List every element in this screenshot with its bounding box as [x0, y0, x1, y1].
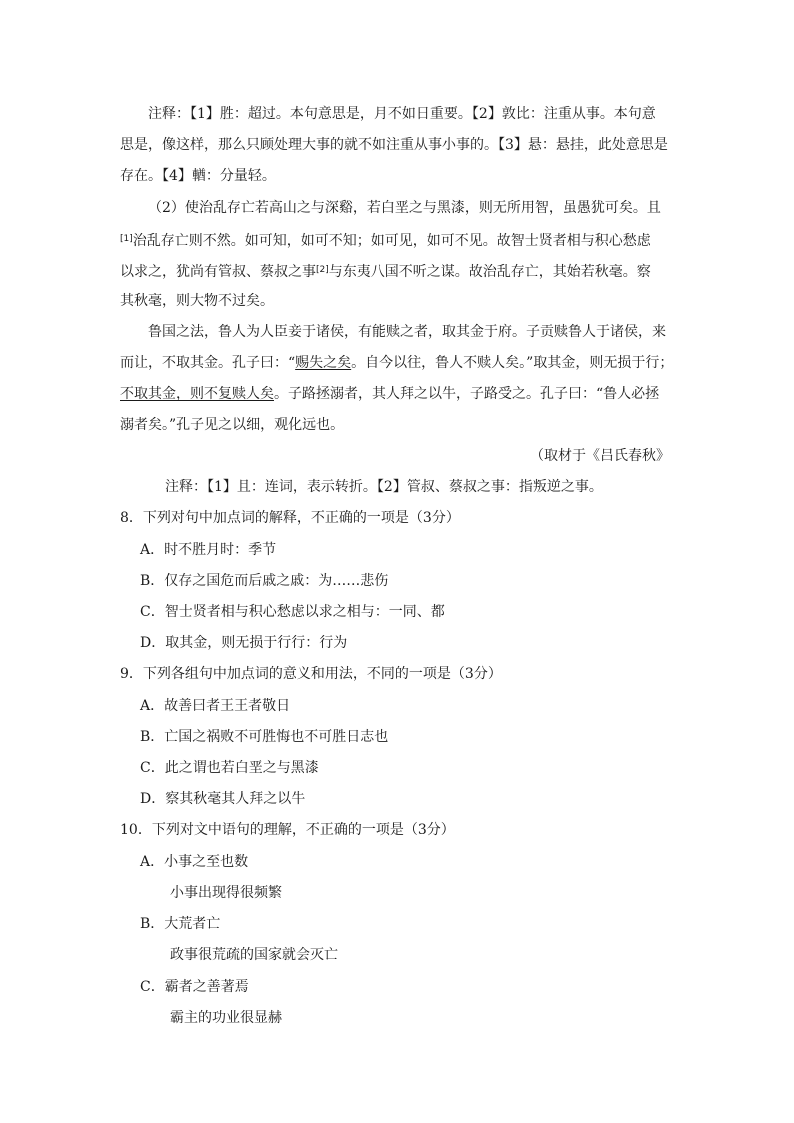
para3-line2-b: 。自今以往，鲁人不赎人矣。”取其金，则无损于行； — [351, 355, 674, 371]
underlined-phrase-2: 不取其金，则不复赎人矣 — [120, 386, 274, 402]
para2-line1: （2）使治乱存亡若高山之与深谿，若白垩之与黑漆，则无所用智，虽愚犹可矣。且 — [148, 200, 661, 216]
question-8-stem: 8．下列对句中加点词的解释，不正确的一项是（3分） — [120, 510, 460, 526]
notes1-line2: 思是，像这样，那么只顾处理大事的就不如注重从事小事的。【3】悬：悬挂，此处意思是 — [120, 137, 668, 153]
question-10-option-a: A．小事之至也数 — [140, 854, 249, 870]
question-9-option-c: C．此之谓也若白垩之与黑漆 — [140, 760, 319, 776]
footnote-ref-2: [2] — [316, 265, 329, 275]
question-8-option-a: A．时不胜月时：季节 — [140, 542, 277, 558]
para2-line2-text: 治乱存亡则不然。如可知，如可不知；如可见，如可不见。故智士贤者相与积心愁虑 — [132, 233, 651, 249]
para3-line2 — [120, 354, 673, 372]
question-9-option-d: D．察其秋毫其人拜之以牛 — [140, 791, 306, 807]
question-8-option-c: C．智士贤者相与积心愁虑以求之相与：一同、都 — [140, 604, 445, 620]
question-10-option-a-gloss: 小事出现得很频繁 — [170, 885, 282, 901]
para3-line1: 鲁国之法，鲁人为人臣妾于诸侯，有能赎之者，取其金于府。子贡赎鲁人于诸侯，来 — [148, 324, 666, 340]
question-10-option-c-gloss: 霸主的功业很显赫 — [170, 1010, 282, 1026]
question-9-option-a: A．故善曰者王王者敬日 — [140, 698, 291, 714]
para3-line3 — [120, 385, 659, 403]
question-10-option-b-gloss: 政事很荒疏的国家就会灭亡 — [170, 947, 338, 963]
notes1-line1: 注释：【1】胜：超过。本句意思是，月不如日重要。【2】敦比：注重从事。本句意 — [148, 106, 656, 122]
notes1-line3: 存在。【4】輶：分量轻。 — [120, 168, 276, 184]
para2-line4: 其秋毫，则大物不过矣。 — [120, 293, 274, 309]
para2-line3-b: 与东夷八国不听之谋。故治乱存亡，其始若秋毫。察 — [328, 264, 651, 280]
question-10-option-b: B．大荒者亡 — [140, 916, 221, 932]
footnote-ref-1: [1] — [120, 234, 133, 244]
para2-line2 — [120, 230, 651, 250]
question-8-option-d: D．取其金，则无损于行行：行为 — [140, 635, 348, 651]
question-10-stem: 10．下列对文中语句的理解，不正确的一项是（3分） — [120, 822, 455, 838]
notes2: 注释：【1】且：连词，表示转折。【2】管叔、蔡叔之事：指叛逆之事。 — [165, 479, 603, 495]
para3-line4: 溺者矣。”孔子见之以细，观化远也。 — [120, 417, 345, 433]
para2-line3-a: 以求之，犹尚有管叔、蔡叔之事 — [120, 264, 316, 280]
question-9-option-b: B．亡国之祸败不可胜悔也不可胜日志也 — [140, 729, 389, 745]
question-9-stem: 9．下列各组句中加点词的意义和用法，不同的一项是（3分） — [120, 666, 502, 682]
question-8-option-b: B．仅存之国危而后戚之戚：为……悲伤 — [140, 573, 389, 589]
underlined-phrase-1: 赐失之矣 — [295, 355, 352, 371]
para3-line2-a: 而让，不取其金。孔子曰：“ — [120, 355, 296, 371]
para3-line3-b: 。子路拯溺者，其人拜之以牛，子路受之。孔子曰：“鲁人必拯 — [274, 386, 660, 402]
source-citation: （取材于《吕氏春秋》 — [530, 448, 670, 464]
para2-line3 — [120, 261, 651, 281]
question-10-option-c: C．霸者之善著焉 — [140, 979, 249, 995]
